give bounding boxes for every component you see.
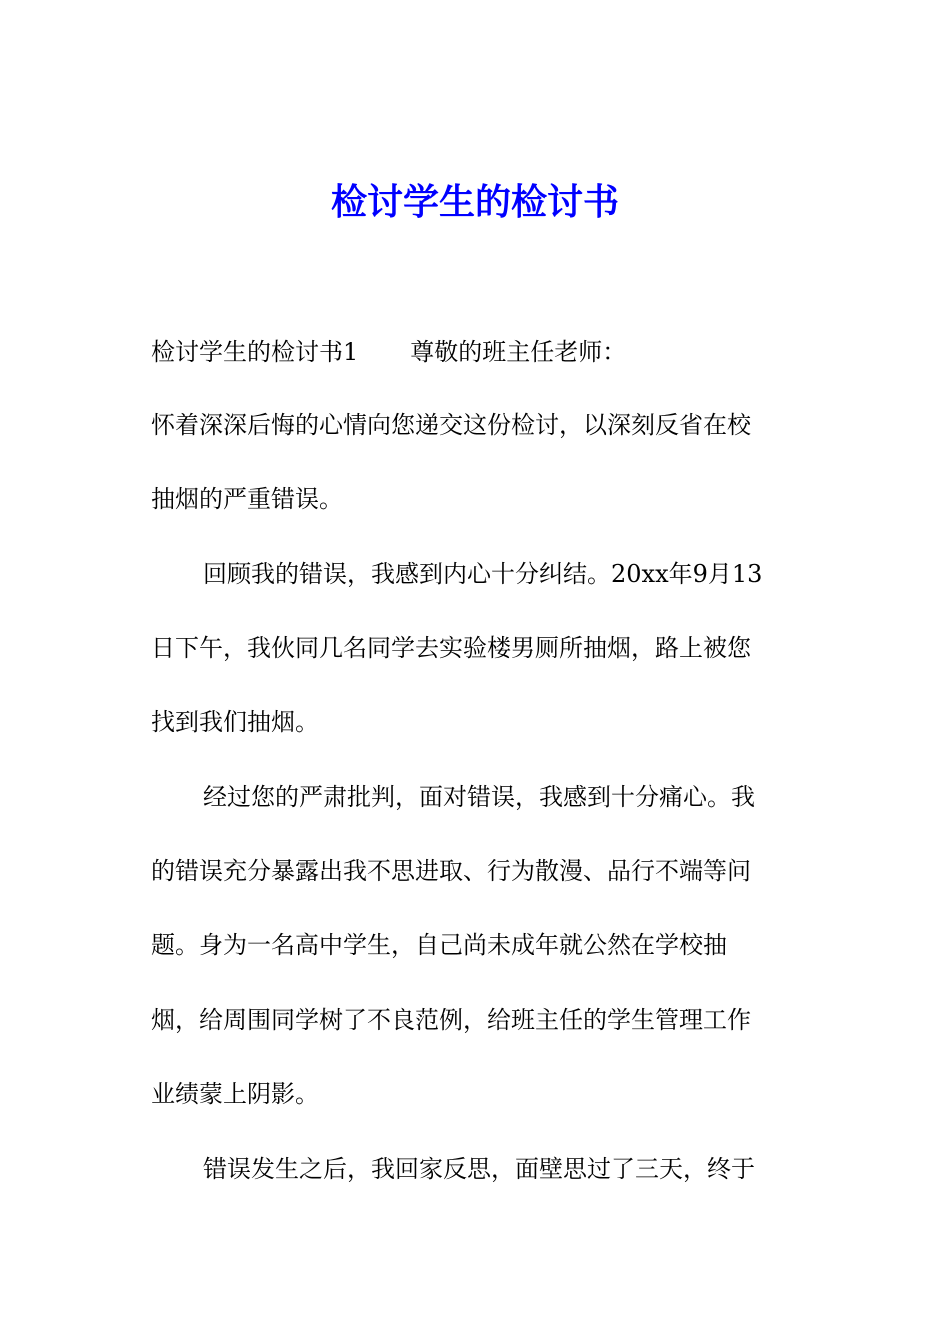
body-line: 找到我们抽烟。 <box>151 708 319 736</box>
body-line: 怀着深深后悔的心情向您递交这份检讨，以深刻反省在校 <box>151 411 751 439</box>
section-heading: 检讨学生的检讨书1 <box>151 338 359 366</box>
body-line: 的错误充分暴露出我不思进取、行为散漫、品行不端等问 <box>151 857 751 885</box>
salutation: 尊敬的班主任老师： <box>410 338 627 366</box>
body-line: 抽烟的严重错误。 <box>151 485 343 513</box>
body-line: 错误发生之后，我回家反思，面壁思过了三天，终于 <box>203 1155 755 1183</box>
body-line: 日下午，我伙同几名同学去实验楼男厕所抽烟，路上被您 <box>151 634 751 662</box>
body-line: 烟，给周围同学树了不良范例，给班主任的学生管理工作 <box>151 1006 751 1034</box>
document-title: 检讨学生的检讨书 <box>330 181 619 223</box>
body-line: 回顾我的错误，我感到内心十分纠结。20xx年9月13 <box>203 560 763 588</box>
body-line: 业绩蒙上阴影。 <box>151 1080 319 1108</box>
body-line: 题。身为一名高中学生，自己尚未成年就公然在学校抽 <box>151 931 727 959</box>
body-line: 经过您的严肃批判，面对错误，我感到十分痛心。我 <box>203 783 755 811</box>
first-line <box>151 336 811 368</box>
